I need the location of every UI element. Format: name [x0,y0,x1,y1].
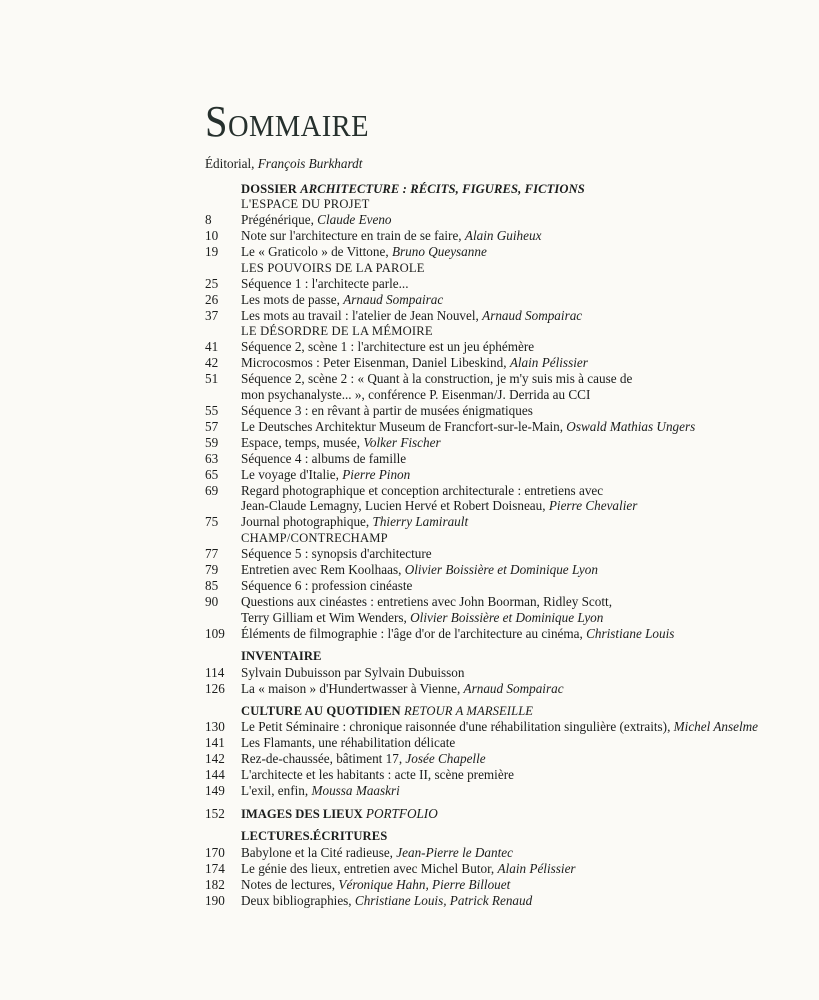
text-part: Michel Anselme [673,719,759,734]
page-number: 59 [205,435,219,450]
entry-text [241,767,514,783]
text-part: Arnaud Sompairac [343,292,444,307]
page-number: 25 [205,276,219,291]
subsection-heading [241,260,425,276]
text-part: Terry Gilliam et Wim Wenders, [241,610,411,625]
text-part: Arnaud Sompairac [482,308,583,323]
entry-text [241,212,392,228]
section-heading [241,703,533,719]
page-number: 57 [205,419,219,434]
page-number: 41 [205,339,219,354]
subsection-heading [241,530,388,546]
text-part: LES POUVOIRS DE LA PAROLE [241,261,425,275]
page-number: 65 [205,467,219,482]
text-part: Thierry Lamirault [372,514,469,529]
text-part: INVENTAIRE [241,649,322,663]
entry-text [205,156,362,172]
entry-text [241,308,582,324]
text-part: Volker Fischer [363,435,441,450]
text-part: Arnaud Sompairac [463,681,564,696]
page-number: 149 [205,783,225,798]
text-part: Éditorial, [205,156,258,171]
text-part: Le génie des lieux, entretien avec Michel Butor, [241,861,498,876]
text-part: Alain Pélissier [497,861,576,876]
page-number: 42 [205,355,219,370]
entry-text [241,244,487,260]
text-part: Les mots de passe, [241,292,344,307]
text-part: Pierre Pinon [342,467,411,482]
entry-text [241,371,632,387]
page-number: 63 [205,451,219,466]
entry-text [241,681,564,697]
text-part: Séquence 2, scène 1 : l'architecture est un jeu éphémère [241,339,535,354]
entry-text [241,735,455,751]
text-part: Journal photographique, [241,514,373,529]
page-number: 142 [205,751,225,766]
text-part: Séquence 1 : l'architecte parle... [241,276,409,291]
text-part: Le Petit Séminaire : chronique raisonnée d'une réhabilitation singulière (extraits), [241,719,674,734]
text-part: Oswald Mathias Ungers [566,419,696,434]
text-part: CULTURE AU QUOTIDIEN [241,704,404,718]
text-part: L'exil, enfin, [241,783,312,798]
page-number: 26 [205,292,219,307]
text-part: Pierre Chevalier [548,498,638,513]
page-number: 19 [205,244,219,259]
text-part: Le Deutsches Architektur Museum de Francfort-sur-le-Main, [241,419,567,434]
entry-text [241,387,590,403]
page-number: 152 [205,806,225,821]
page-number: 10 [205,228,219,243]
page-number: 144 [205,767,225,782]
text-part: Espace, temps, musée, [241,435,364,450]
entry-text [241,877,510,893]
entry-text [241,806,438,822]
entry-text [241,419,695,435]
entry-text [241,483,603,499]
text-part: Le « Graticolo » de Vittone, [241,244,392,259]
text-part: Jean-Claude Lemagny, Lucien Hervé et Robert Doisneau, [241,498,549,513]
text-part: mon psychanalyste... », conférence P. Eisenman/J. Derrida au CCI [241,387,591,402]
entry-text [241,451,406,467]
text-part: Microcosmos : Peter Eisenman, Daniel Libeskind, [241,355,510,370]
text-part: Sylvain Dubuisson par Sylvain Dubuisson [241,665,465,680]
text-part: RETOUR A MARSEILLE [403,704,534,718]
text-part: Questions aux cinéastes : entretiens avec John Boorman, Ridley Scott, [241,594,613,609]
page-number: 8 [205,212,212,227]
page-number: 170 [205,845,225,860]
entry-text [241,845,513,861]
entry-text [241,719,758,735]
page-number: 182 [205,877,225,892]
entry-text [241,355,588,371]
page-number: 130 [205,719,225,734]
entry-text [241,292,443,308]
text-part: François Burkhardt [257,156,363,171]
page-number: 77 [205,546,219,561]
page-number: 79 [205,562,219,577]
text-part: LECTURES.ÉCRITURES [241,829,388,843]
section-heading [241,828,387,844]
entry-text [241,665,464,681]
page-number: 85 [205,578,219,593]
entry-text [241,594,612,610]
entry-text [241,578,412,594]
text-part: Véronique Hahn, Pierre Billouet [338,877,511,892]
text-part: Deux bibliographies, [241,893,355,908]
page-number: 126 [205,681,225,696]
text-part: La « maison » d'Hundertwasser à Vienne, [241,681,464,696]
page-number: 141 [205,735,225,750]
subsection-heading [241,323,433,339]
entry-text [241,498,637,514]
entry-text [241,626,674,642]
text-part: Claude Eveno [317,212,392,227]
text-part: Olivier Boissière et Dominique Lyon [410,610,604,625]
text-part: L'ESPACE DU PROJET [241,197,370,211]
text-part: LE DÉSORDRE DE LA MÉMOIRE [241,324,433,338]
section-heading [241,181,585,197]
text-part: DOSSIER [241,182,301,196]
text-part: L'architecte et les habitants : acte II, scène première [241,767,514,782]
section-heading [241,648,322,664]
text-part: CHAMP/CONTRECHAMP [241,531,388,545]
page-number: 75 [205,514,219,529]
text-part: Alain Pélissier [509,355,588,370]
text-part: Entretien avec Rem Koolhaas, [241,562,405,577]
text-part: Alain Guiheux [464,228,542,243]
entry-text [241,562,598,578]
entry-text [241,435,441,451]
text-part: Séquence 2, scène 2 : « Quant à la construction, je m'y suis mis à cause de [241,371,633,386]
text-part: Séquence 5 : synopsis d'architecture [241,546,432,561]
text-part: ARCHITECTURE : RÉCITS, FIGURES, FICTIONS [300,182,585,196]
text-part: Olivier Boissière et Dominique Lyon [404,562,598,577]
text-part: Séquence 4 : albums de famille [241,451,407,466]
entry-text [241,783,400,799]
text-part: Éléments de filmographie : l'âge d'or de l'architecture au cinéma, [241,626,587,641]
page-number: 90 [205,594,219,609]
text-part: Regard photographique et conception architecturale : entretiens avec [241,483,604,498]
text-part: Prégénérique, [241,212,318,227]
entry-text [241,610,603,626]
text-part: Les Flamants, une réhabilitation délicate [241,735,456,750]
entry-text [241,276,409,292]
text-part: Jean-Pierre le Dantec [396,845,513,860]
entry-text [241,861,576,877]
entry-text [241,339,534,355]
text-part: Notes de lectures, [241,877,339,892]
entry-text [241,893,532,909]
page-number: 190 [205,893,225,908]
page-number: 114 [205,665,225,680]
subsection-heading [241,196,370,212]
text-part: Moussa Maaskri [311,783,400,798]
text-part: Séquence 3 : en rêvant à partir de musées énigmatiques [241,403,533,418]
text-part: Babylone et la Cité radieuse, [241,845,397,860]
text-part: Le voyage d'Italie, [241,467,343,482]
page-title: Sommaire [205,97,370,146]
page-number: 174 [205,861,225,876]
text-part: Rez-de-chaussée, bâtiment 17, [241,751,406,766]
entry-text [241,514,468,530]
entry-text [241,403,533,419]
page-number: 51 [205,371,219,386]
text-part: Séquence 6 : profession cinéaste [241,578,413,593]
text-part: Bruno Queysanne [391,244,487,259]
page-number: 37 [205,308,219,323]
text-part: Christiane Louis [586,626,675,641]
text-part: Christiane Louis, Patrick Renaud [354,893,533,908]
entry-text [241,228,541,244]
page-number: 109 [205,626,225,641]
page-number: 55 [205,403,219,418]
text-part: Note sur l'architecture en train de se faire, [241,228,465,243]
page-number: 69 [205,483,219,498]
text-part: Les mots au travail : l'atelier de Jean Nouvel, [241,308,483,323]
text-part: IMAGES DES LIEUX [241,807,366,821]
entry-text [241,751,486,767]
text-part: Josée Chapelle [405,751,486,766]
text-part: PORTFOLIO [365,806,438,821]
entry-text [241,467,410,483]
entry-text [241,546,432,562]
